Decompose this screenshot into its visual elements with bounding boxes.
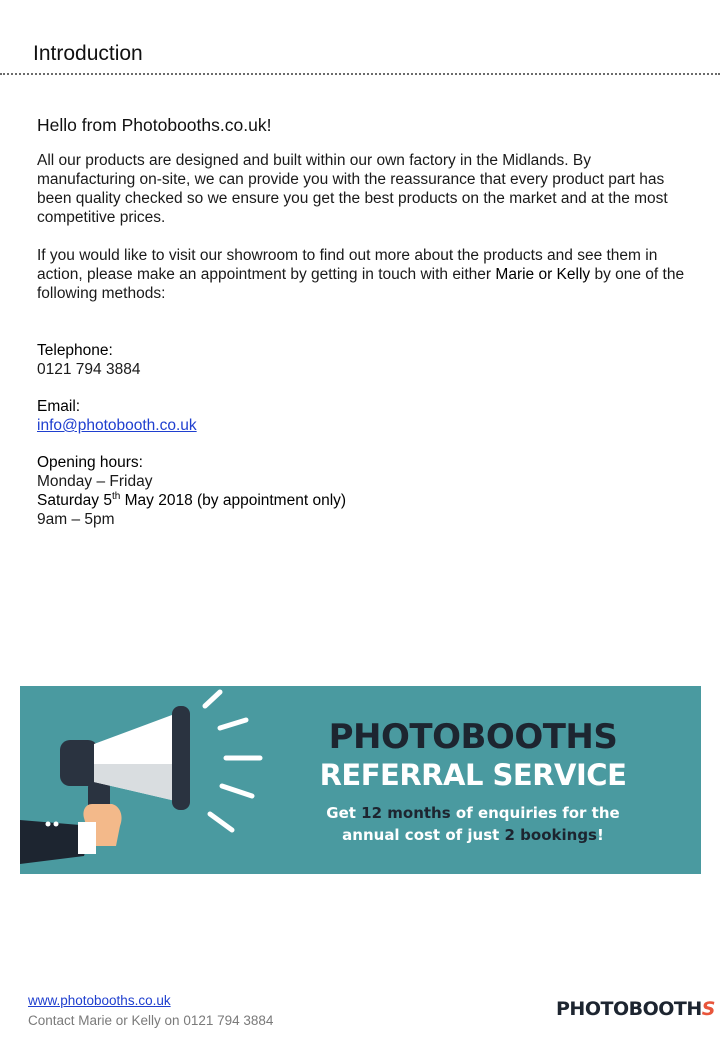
photobooths-logo: [556, 998, 715, 1020]
footer-contact-line: Contact Marie or Kelly on 0121 794 3884: [28, 1013, 274, 1028]
tag-highlight-months: 12 months: [361, 804, 451, 822]
telephone-value: 0121 794 3884: [37, 361, 141, 378]
hours-time: 9am – 5pm: [37, 511, 115, 528]
banner-title: PHOTOBOOTHS: [328, 717, 618, 757]
saturday-ordinal: th: [111, 490, 121, 502]
hours-saturday: [37, 491, 687, 510]
contact-details: [37, 341, 687, 529]
para2-text-end: by one of the following methods:: [37, 266, 685, 302]
tag-highlight-bookings: 2 bookings: [504, 826, 597, 844]
para2-text-start: If you would like to visit our showroom to find out more about the products and see them in action, please make an appointment by getting in touch with either: [37, 247, 658, 283]
banner-subtitle: REFERRAL SERVICE: [319, 758, 627, 792]
burst-line-icon: [220, 720, 246, 728]
referral-banner: [20, 686, 701, 874]
saturday-suffix: May 2018 (by appointment only): [120, 492, 347, 509]
hours-weekday: Monday – Friday: [37, 473, 153, 490]
intro-paragraph-2: [37, 246, 687, 303]
section-title: Introduction: [33, 42, 143, 65]
cuff-icon: [78, 822, 96, 854]
hours-block: [37, 453, 687, 529]
burst-line-icon: [222, 786, 252, 796]
telephone-block: [37, 341, 687, 379]
megaphone-rim-icon: [172, 706, 190, 810]
cufflink-icon: [54, 822, 59, 827]
cufflink-icon: [46, 822, 51, 827]
email-label: Email:: [37, 398, 81, 415]
banner-tagline: [300, 802, 646, 846]
intro-paragraph-1: All our products are designed and built within our own factory in the Midlands. By manufacturing on-site, we can provide you with the reassurance that every product part has been quality checked so we ensure you get the best products on the market and at the most competitive prices.: [37, 152, 668, 226]
tag-part-3: !: [596, 826, 604, 844]
website-link[interactable]: www.photobooths.co.uk: [28, 993, 171, 1008]
megaphone-icon: [20, 686, 320, 874]
burst-line-icon: [205, 692, 220, 706]
dotted-divider: [0, 73, 720, 75]
hours-label: Opening hours:: [37, 454, 143, 471]
logo-main-text: PHOTOBOOTH: [556, 998, 702, 1020]
tag-part-2: of enquiries for the annual cost of just: [342, 804, 620, 844]
burst-line-icon: [210, 814, 232, 830]
megaphone-back-icon: [60, 740, 98, 786]
intro-content: [37, 116, 687, 547]
contact-names: Marie or Kelly: [495, 266, 591, 283]
saturday-prefix: Saturday 5: [37, 492, 112, 509]
tag-part-1: Get: [326, 804, 362, 822]
greeting-heading: Hello from Photobooths.co.uk!: [37, 115, 272, 135]
logo-accent-text: S: [701, 998, 715, 1020]
email-link[interactable]: info@photobooth.co.uk: [37, 417, 197, 434]
email-block: [37, 397, 687, 435]
footer-contact: [28, 991, 273, 1031]
telephone-label: Telephone:: [37, 342, 113, 359]
